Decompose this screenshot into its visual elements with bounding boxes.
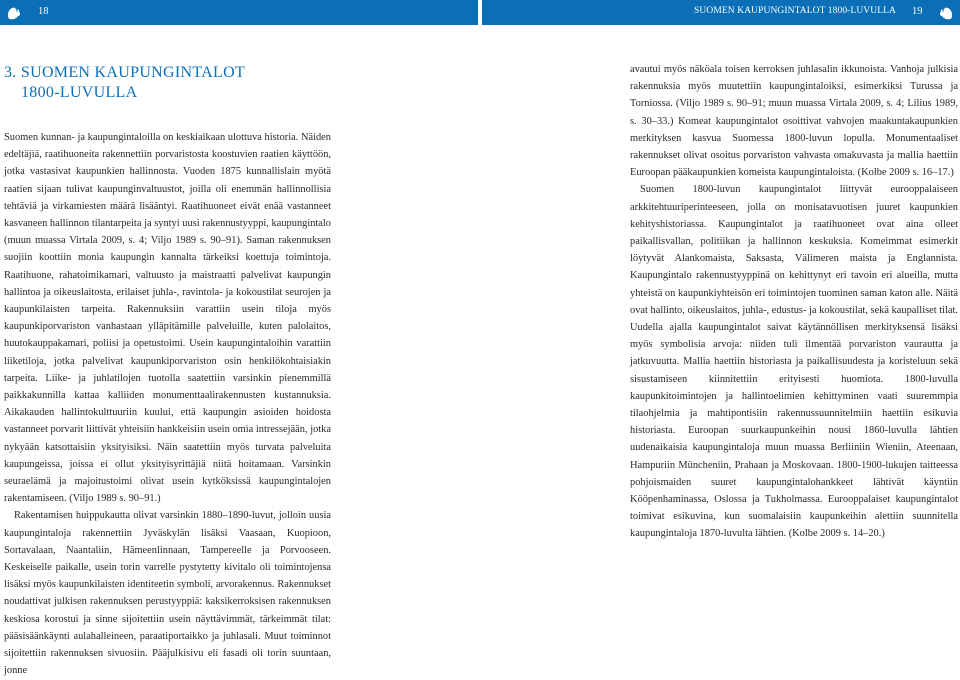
squirrel-logo-icon bbox=[936, 3, 956, 23]
left-page-header bbox=[0, 0, 478, 25]
chapter-title-line-1: 3. SUOMEN KAUPUNGINTALOT bbox=[4, 64, 246, 81]
body-paragraph: avautui myös näköala toisen kerroksen juhlasalin ikkunoista. Vanhoja julkisia rakennuksia myös muutettiin kaupungintaloiksi, esimerkiksi Turussa ja Torniossa. (Viljo 1989 s. 90–91; muun muassa Virtala 2009, s. 4; Lilius 1989, s. 30–33.) Komeat kaupungintalot osoittivat vahvojen maakuntakaupunkien merkityksen kasvua Suomessa 1800-luvun lopulla. Monumentaaliset rakennukset olivat osoitus porvariston vahvasta omakuvasta ja mallia haettiin Euroopan pääkaupunkien komeista kaupungintaloista. (Kolbe 2009 s. 16–17.) bbox=[630, 64, 958, 179]
chapter-title bbox=[4, 63, 245, 103]
left-page-number: 18 bbox=[38, 6, 49, 17]
running-title: SUOMEN KAUPUNGINTALOT 1800-LUVULLA bbox=[694, 6, 896, 16]
body-paragraph: Suomen 1800-luvun kaupungintalot liittyvät eurooppalaiseen arkkitehtuuriperinteeseen, jolla on monisatavuotisen juuret kaupunkien kehityshistoriassa. Kaupungintalot ja raatihuoneet ovat aina olleet paikallisvallan, politiikan ja hallinnon keskuksia. Komeimmat esimerkit löytyvät Alankomaista, Saksasta, Välimeren maista ja Englannista. Kaupungintalo rakennustyyppinä on kehittynyt eri tavoin eri alueilla, mutta yhteistä on kaupunkiyhteisön eri toimintojen tuominen saman katon alle. Näitä ovat hallinto, oikeuslaitos, juhla-, edustus- ja kokoustilat, sekä kaupalliset tilat. Uudella ajalla kaupungintalot saivat käytännöllisen merkityksensä lisäksi myös symbolisia arvoja: niiden tuli ilmentää porvariston vaurautta ja jatkuvuutta. Mallia haettiin historiasta ja paikallisuudesta ja koristeluun sekä sisustamiseen kiinnitettiin erityisesti huomiota. 1800-luvulla kaupunkitoimintojen ja hallintoelimien kehittyminen vaati suuremmpia tilaohjelmia ja mahtipontisiin rakennussuunnitelmiin haettiin esikuvia historiasta. Euroopan suurkaupunkeihin nousi 1860-luvulla lähtien uudenaikaisia kaupungintaloja muun muassa Berliiniin Wieniin, Ateenaan, Hampuriin Müncheniin, Prahaan ja Moskovaan. 1800-1900-lukujen taitteessa pohjoismaiden suuret kaupungintalohankkeet lähtivät käyntiin Kööpenhaminassa, Oslossa ja Tukholmassa. Eurooppalaiset kaupungintalot toimivat esikuvina, kun suomalaisiin kaupunkeihin alettiin suunnitella kaupungintaloja 1870-luvulta lähtien. (Kolbe 2009 s. 14–20.) bbox=[630, 184, 958, 540]
chapter-title-line-2: 1800-LUVULLA bbox=[21, 84, 138, 101]
right-page-number: 19 bbox=[912, 6, 923, 17]
squirrel-logo-icon bbox=[4, 3, 24, 23]
right-text-column bbox=[630, 61, 958, 543]
body-paragraph: Rakentamisen huippukautta olivat varsinkin 1880–1890-luvut, jolloin uusia kaupungintaloja rakennettiin Jyväskylän lisäksi Vaasaan, Kuopioon, Sortavalaan, Naantaliin, Hämeenlinnaan, Tampereelle ja Porvooseen. Keskeiselle paikalle, usein torin varrelle pystytetty kivitalo oli toimintojensa lisäksi myös kaupunkilaisten identiteetin symboli, arvorakennus. Rakennukset noudattivat julkisen rakennuksen perustyyppiä: kaksikerroksisen rakennuksen keskiosa korostui ja sinne sijoitettiin usein näyttävimmät, tärkeimmät tilat: pääsisäänkäynti aulahalleineen, paraatiportaikko ja juhlasali. Muut toiminnot sijoitettiin rakennuksen sivuosiin. Pääjulkisivu eli fasadi oli torin suuntaan, jonne bbox=[4, 510, 331, 677]
left-text-column bbox=[4, 129, 331, 680]
body-paragraph: Suomen kunnan- ja kaupungintaloilla on keskiaikaan ulottuva historia. Näiden edeltäjiä, raatihuoneita rakennettiin porvaristosta koostuvien raatien käyttöön, jotka vastasivat kaupunkien hallinnosta. Vuoden 1875 kunnallislain myötä raatien sijaan tulivat kaupunginvaltuustot, joilla oli enemmän hallinnollisia tehtäviä ja virkamiesten määrä lisääntyi. Raatihuoneet eivät enää vastanneet kasvaneen hallinnon tilantarpeita ja syntyi uusi rakennustyyppi, kaupungintalo (muun muassa Virtala 2009, s. 4; Viljo 1989 s. 90–91). Saman rakennuksen suojiin koottiin monia kaupungin kannalta tärkeiksi koettuja toimintoja. Raatihuone, rahatoimikamari, valtuusto ja maistraatti palvelivat kaupungin hallintoa ja oikeuslaitosta, erilaiset juhla-, ravintola- ja kokoustilat seurojen ja kaupunkilaisten tarpeita. Rakennuksiin varattiin usein tiloja myös kaupunkiporvariston vanhastaan ylläpitämille palveluille, kuten palolaitos, huutokauppakamari, poliisi ja opetustoimi. Usein kaupungintaloihin varattiin liiketiloja, jotka palvelivat kaupunkiporvariston osin henkilökohtaisiakin tarpeita. Liike- ja juhlatilojen tuotolla saatettiin varsinkin pienemmillä paikkakunnilla kattaa kalliiden monumenttaalirakennusten kustannuksia. Aikakauden hallintokulttuuriin kuului, että kaupungin asioiden hoidosta vastanneet porvarit liittivät yhteisiin hankkeisiin usein omia intressejään, jotka nykyään katsottaisiin yksityisiksi. Näin saatettiin myös turvata palveluita kaupungeissa, joissa ei ollut yksityisyrittäjiä niitä hoitamaan. Varsinkin seuraelämä ja majoitustoimi olivat usein kytköksissä kaupungintalojen rakentamiseen. (Viljo 1989 s. 90–91.) bbox=[4, 132, 331, 505]
right-page-header bbox=[482, 0, 960, 25]
